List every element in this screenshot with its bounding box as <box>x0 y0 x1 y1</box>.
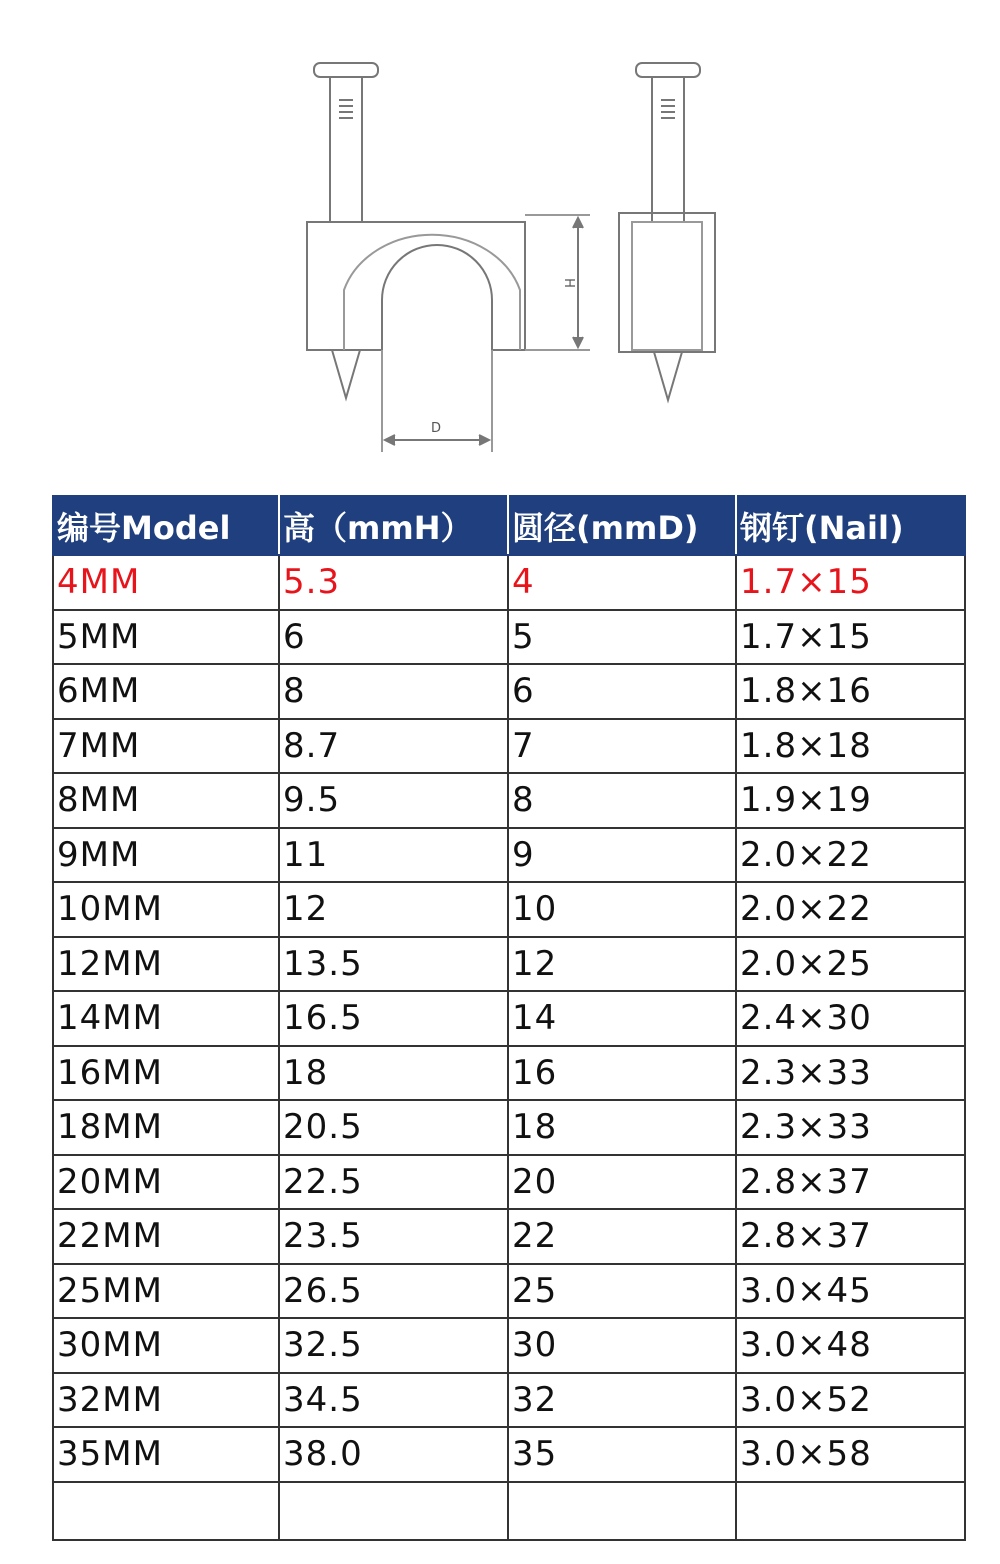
cell-nail: 2.0×22 <box>736 828 965 883</box>
cell-diameter: 12 <box>508 937 736 992</box>
empty-cell <box>53 1482 279 1540</box>
cell-diameter: 9 <box>508 828 736 883</box>
front-nail-tip <box>332 350 360 398</box>
cell-diameter: 5 <box>508 610 736 665</box>
cell-diameter: 18 <box>508 1100 736 1155</box>
table-body <box>53 555 965 1540</box>
cell-model: 18MM <box>53 1100 279 1155</box>
table-row <box>53 773 965 828</box>
header-model: 编号Model <box>53 496 279 555</box>
cell-height: 20.5 <box>279 1100 508 1155</box>
cell-model: 35MM <box>53 1427 279 1482</box>
empty-cell <box>736 1482 965 1540</box>
cell-model: 8MM <box>53 773 279 828</box>
header-height: 高（mmH） <box>279 496 508 555</box>
cell-model: 16MM <box>53 1046 279 1101</box>
height-label: H <box>561 278 576 288</box>
cell-height: 8.7 <box>279 719 508 774</box>
empty-cell <box>279 1482 508 1540</box>
cable-clip-diagram <box>0 0 1000 470</box>
table-row <box>53 610 965 665</box>
cell-model: 6MM <box>53 664 279 719</box>
cell-diameter: 30 <box>508 1318 736 1373</box>
cell-height: 22.5 <box>279 1155 508 1210</box>
table-row <box>53 1155 965 1210</box>
cell-diameter: 8 <box>508 773 736 828</box>
side-clip-body <box>619 213 715 352</box>
cell-model: 32MM <box>53 1373 279 1428</box>
cell-diameter: 22 <box>508 1209 736 1264</box>
table-row <box>53 1209 965 1264</box>
table-row <box>53 882 965 937</box>
cell-diameter: 16 <box>508 1046 736 1101</box>
table-row <box>53 937 965 992</box>
cell-height: 16.5 <box>279 991 508 1046</box>
cell-diameter: 6 <box>508 664 736 719</box>
cell-model: 30MM <box>53 1318 279 1373</box>
cell-model: 10MM <box>53 882 279 937</box>
cell-height: 32.5 <box>279 1318 508 1373</box>
table-row <box>53 1100 965 1155</box>
cell-model: 22MM <box>53 1209 279 1264</box>
table-row <box>53 1373 965 1428</box>
cell-height: 38.0 <box>279 1427 508 1482</box>
cell-nail: 2.3×33 <box>736 1046 965 1101</box>
side-nail-shank <box>652 77 684 222</box>
cell-height: 9.5 <box>279 773 508 828</box>
cell-model: 12MM <box>53 937 279 992</box>
cell-model: 7MM <box>53 719 279 774</box>
cell-model: 14MM <box>53 991 279 1046</box>
cell-nail: 1.8×18 <box>736 719 965 774</box>
cell-model: 20MM <box>53 1155 279 1210</box>
cell-nail: 2.0×25 <box>736 937 965 992</box>
cell-height: 11 <box>279 828 508 883</box>
cell-nail: 1.7×15 <box>736 610 965 665</box>
cell-height: 26.5 <box>279 1264 508 1319</box>
table-header-row <box>53 496 965 555</box>
cell-nail: 3.0×48 <box>736 1318 965 1373</box>
cell-diameter: 25 <box>508 1264 736 1319</box>
cell-height: 18 <box>279 1046 508 1101</box>
header-diameter: 圆径(mmD) <box>508 496 736 555</box>
cell-height: 23.5 <box>279 1209 508 1264</box>
cell-model: 5MM <box>53 610 279 665</box>
front-clip-inner-arc <box>344 235 520 350</box>
cell-nail: 1.8×16 <box>736 664 965 719</box>
empty-cell <box>508 1482 736 1540</box>
front-nail-shank <box>330 77 362 222</box>
table-row <box>53 828 965 883</box>
cell-nail: 1.7×15 <box>736 555 965 610</box>
cell-diameter: 4 <box>508 555 736 610</box>
table-row-empty <box>53 1482 965 1540</box>
table-row <box>53 1427 965 1482</box>
cell-nail: 2.8×37 <box>736 1155 965 1210</box>
cell-model: 9MM <box>53 828 279 883</box>
cell-diameter: 7 <box>508 719 736 774</box>
cell-height: 6 <box>279 610 508 665</box>
cell-height: 5.3 <box>279 555 508 610</box>
table-row <box>53 1046 965 1101</box>
cell-nail: 3.0×45 <box>736 1264 965 1319</box>
table-row <box>53 1264 965 1319</box>
cell-nail: 2.4×30 <box>736 991 965 1046</box>
front-clip-body <box>307 222 525 350</box>
cell-height: 34.5 <box>279 1373 508 1428</box>
cell-diameter: 20 <box>508 1155 736 1210</box>
side-nail-head <box>636 63 700 77</box>
cell-diameter: 14 <box>508 991 736 1046</box>
cell-height: 8 <box>279 664 508 719</box>
diameter-label: D <box>430 421 442 436</box>
cell-height: 13.5 <box>279 937 508 992</box>
front-nail-head <box>314 63 378 77</box>
cell-model: 25MM <box>53 1264 279 1319</box>
cell-nail: 3.0×58 <box>736 1427 965 1482</box>
spec-table <box>52 495 966 1541</box>
cell-height: 12 <box>279 882 508 937</box>
table-row <box>53 664 965 719</box>
cell-diameter: 32 <box>508 1373 736 1428</box>
cell-diameter: 10 <box>508 882 736 937</box>
cell-diameter: 35 <box>508 1427 736 1482</box>
header-nail: 钢钉(Nail) <box>736 496 965 555</box>
cell-nail: 2.3×33 <box>736 1100 965 1155</box>
cell-nail: 2.8×37 <box>736 1209 965 1264</box>
table-row <box>53 1318 965 1373</box>
table-row <box>53 991 965 1046</box>
table-row <box>53 555 965 610</box>
side-nail-tip <box>654 352 682 400</box>
table-row <box>53 719 965 774</box>
cell-nail: 2.0×22 <box>736 882 965 937</box>
cell-nail: 1.9×19 <box>736 773 965 828</box>
cell-nail: 3.0×52 <box>736 1373 965 1428</box>
cell-model: 4MM <box>53 555 279 610</box>
